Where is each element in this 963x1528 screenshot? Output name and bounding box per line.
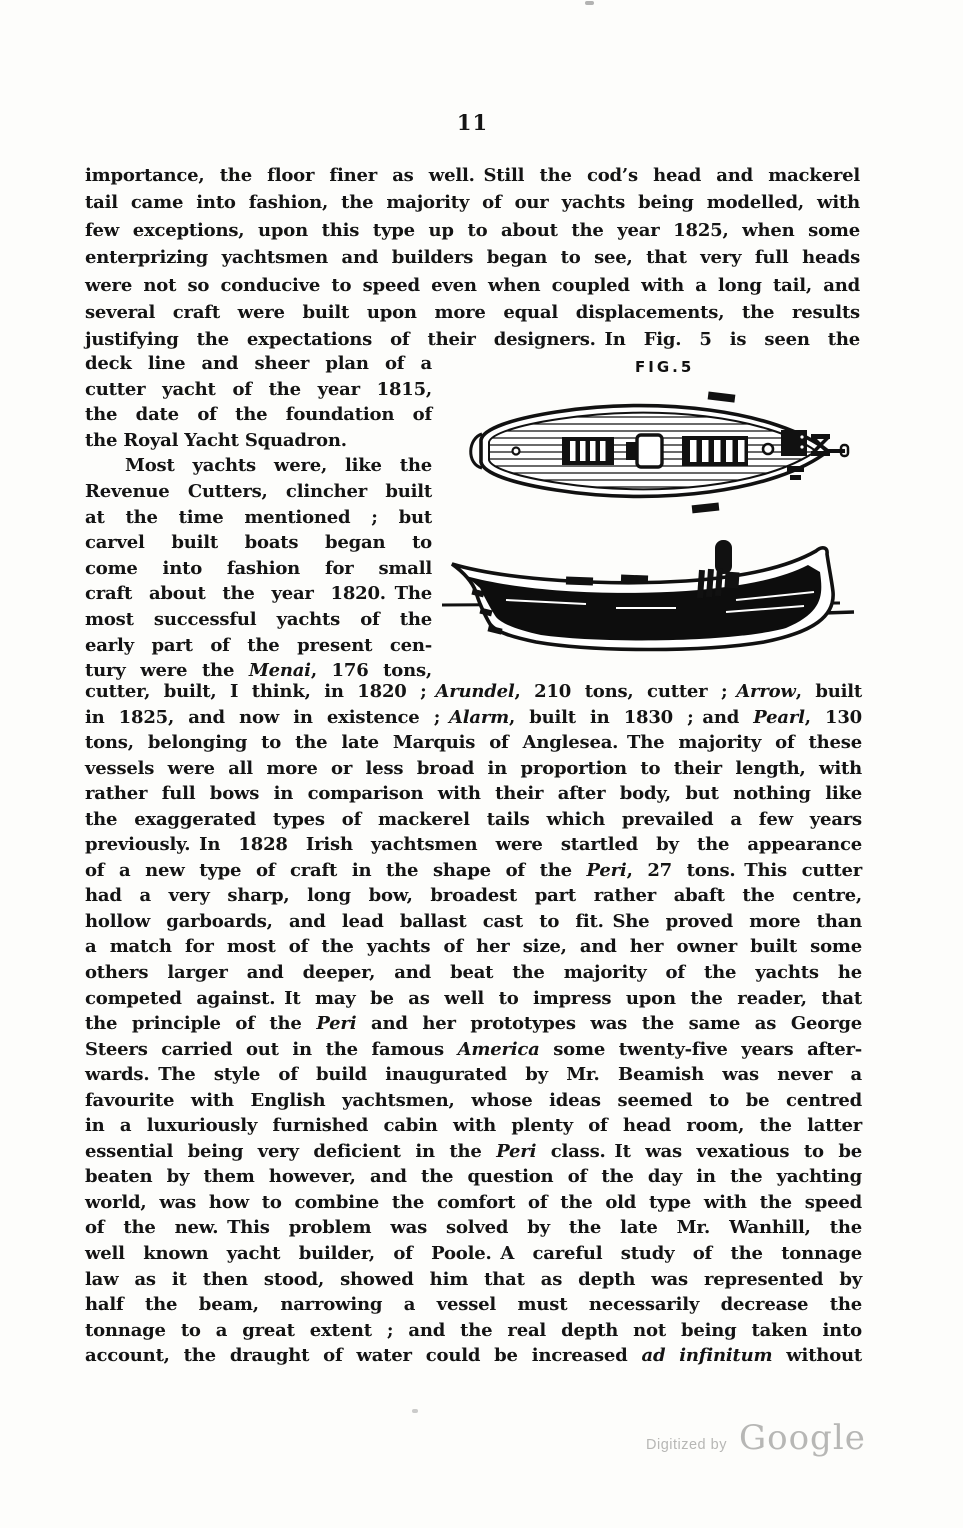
text-line: at the time mentioned ; but <box>85 506 432 528</box>
text-line: the exaggerated types of mackerel tails which prevailed a few years <box>85 808 862 830</box>
paragraph-top <box>85 162 860 354</box>
text-line: account, the draught of water could be increased ad infinitum without <box>85 1345 863 1367</box>
digitized-by-label: Digitized by <box>646 1437 727 1453</box>
text-line: several craft were built upon more equal displacements, the results <box>85 302 860 324</box>
text-line: cutter yacht of the year 1815, <box>85 378 432 400</box>
text-line: most successful yachts of the <box>85 608 432 630</box>
text-line: well known yacht builder, of Poole. A careful study of the tonnage <box>85 1243 862 1265</box>
text-line: tons, belonging to the late Marquis of Anglesea. The majority of these <box>85 732 862 754</box>
page-number: 11 <box>456 110 489 135</box>
text-line: previously. In 1828 Irish yachtsmen were startled by the appearance <box>85 834 862 856</box>
text-line: the date of the foundation of <box>85 404 432 426</box>
text-line: essential being very deficient in the Peri class. It was vexatious to be <box>85 1140 862 1162</box>
text-line: vessels were all more or less broad in proportion to their length, with <box>85 757 862 779</box>
text-line: in 1825, and now in existence ; Alarm, built in 1830 ; and Pearl, 130 <box>85 706 862 728</box>
figure-sheer-plan-illustration <box>436 534 861 666</box>
text-line: rather full bows in comparison with their after body, but nothing like <box>85 783 862 805</box>
google-digitization-watermark <box>646 1418 866 1458</box>
text-line: early part of the present cen- <box>85 634 432 656</box>
text-line: of the new. This problem was solved by the late Mr. Wanhill, the <box>85 1217 862 1239</box>
text-line: deck line and sheer plan of a <box>85 353 432 374</box>
text-line: craft about the year 1820. The <box>85 583 432 605</box>
text-line: law as it then stood, showed him that as depth was represented by <box>85 1268 862 1290</box>
text-line: few exceptions, upon this type up to about the year 1825, when some <box>85 219 860 241</box>
text-line: had a very sharp, long bow, broadest part rather abaft the centre, <box>85 885 862 907</box>
text-line: hollow garboards, and lead ballast cast to fit. She proved more than <box>85 910 862 932</box>
text-line: competed against. It may be as well to impress upon the reader, that <box>85 987 862 1009</box>
text-line: Steers carried out in the famous America some twenty-five years after- <box>85 1038 862 1060</box>
text-line: of a new type of craft in the shape of the Peri, 27 tons. This cutter <box>85 859 863 881</box>
figure-caption: FIG.5 <box>635 358 695 376</box>
text-line: enterprizing yachtsmen and builders began to see, that very full heads <box>85 247 860 269</box>
left-column-text <box>85 351 432 684</box>
text-line: Revenue Cutters, clincher built <box>85 480 432 502</box>
text-line: tonnage to a great extent ; and the real depth not being taken into <box>85 1319 862 1341</box>
paragraph-bottom <box>85 679 862 1369</box>
text-line: the Royal Yacht Squadron. <box>85 429 347 451</box>
scan-artifact-speck <box>585 1 594 5</box>
text-line: tail came into fashion, the majority of our yachts being modelled, with <box>85 192 860 214</box>
text-line: wards. The style of build inaugurated by Mr. Beamish was never a <box>85 1064 862 1086</box>
text-line: favourite with English yachtsmen, whose ideas seemed to be centred <box>85 1089 862 1111</box>
text-line: Most yachts were, like the <box>125 455 432 477</box>
text-line: cutter, built, I think, in 1820 ; Arundel, 210 tons, cutter ; Arrow, built <box>85 681 863 702</box>
text-line: carvel built boats began to <box>85 532 432 554</box>
text-line: half the beam, narrowing a vessel must necessarily decrease the <box>85 1294 862 1316</box>
figure-deck-plan-illustration <box>456 384 851 526</box>
google-logo: Google <box>738 1418 866 1458</box>
text-line: world, was how to combine the comfort of the old type with the speed <box>85 1191 862 1213</box>
text-line: the principle of the Peri and her prototypes was the same as George <box>85 1013 862 1035</box>
text-line: others larger and deeper, and beat the majority of the yachts he <box>85 962 862 984</box>
text-line: come into fashion for small <box>85 557 432 579</box>
text-line: importance, the floor finer as well. Still the cod’s head and mackerel <box>85 165 860 186</box>
text-line: a match for most of the yachts of her size, and her owner built some <box>85 936 862 958</box>
text-line: justifying the expectations of their designers. In Fig. 5 is seen the <box>85 329 860 351</box>
text-line: beaten by them however, and the question of the day in the yachting <box>85 1166 862 1188</box>
text-line: were not so conducive to speed even when coupled with a long tail, and <box>85 274 860 296</box>
scan-artifact-speck <box>412 1409 418 1413</box>
text-line: tury were the Menai, 176 tons, <box>85 660 432 682</box>
text-line: in a luxuriously furnished cabin with plenty of head room, the latter <box>85 1115 862 1137</box>
